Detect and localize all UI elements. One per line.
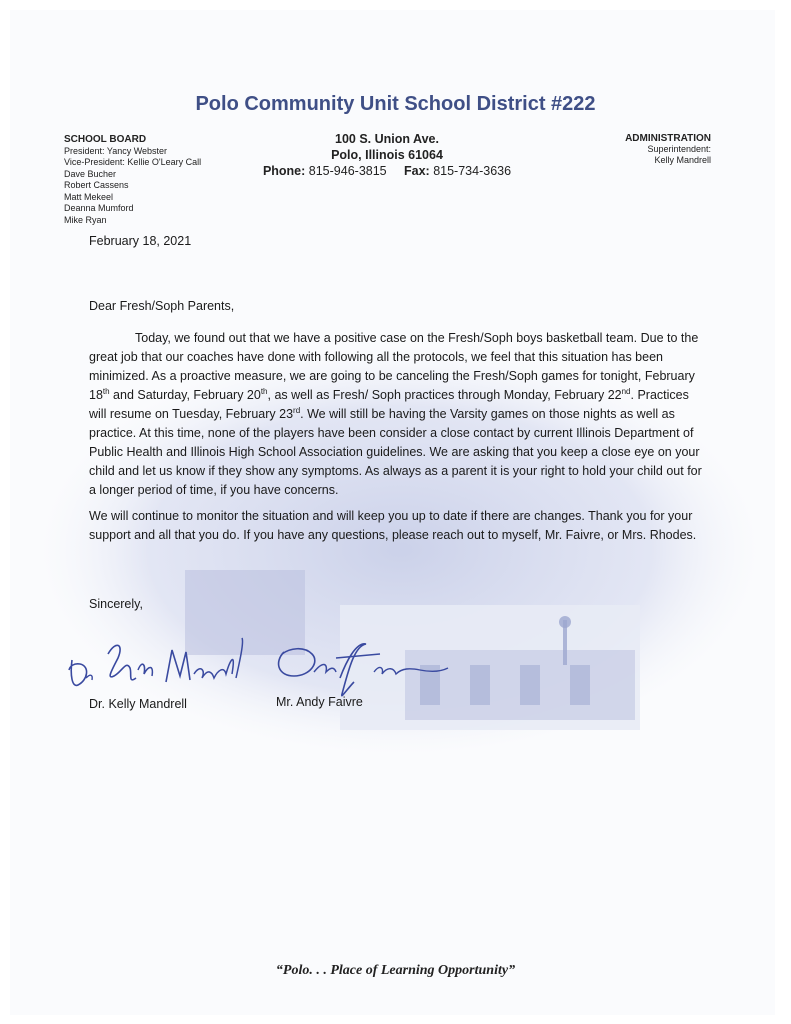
board-member: Mike Ryan bbox=[64, 214, 107, 225]
superintendent-title: Superintendent: bbox=[647, 144, 711, 154]
phone-number: 815-946-3815 bbox=[308, 164, 387, 178]
signer-name-faivre: Mr. Andy Faivre bbox=[276, 695, 363, 709]
board-member: President: Yancy Webster bbox=[64, 145, 168, 156]
street-address: 100 S. Union Ave. bbox=[335, 132, 439, 146]
administration-block bbox=[625, 133, 711, 166]
letter-body bbox=[89, 329, 709, 552]
salutation: Dear Fresh/Soph Parents, bbox=[89, 299, 235, 313]
school-board-heading: SCHOOL BOARD bbox=[64, 134, 147, 145]
fax-number: 815-734-3636 bbox=[433, 164, 512, 178]
board-member: Vice-President: Kellie O'Leary Call bbox=[64, 157, 202, 167]
signer-name-mandrell: Dr. Kelly Mandrell bbox=[89, 697, 187, 711]
paragraph-1: Today, we found out that we have a positive case on the Fresh/Soph boys basketball team. Due to the great job that our coaches have done with following all the protocols, we feel that this situation has been minimized. As a proactive measure, we are going to be canceling the Fresh/Soph games for tonight, February 18th and Saturday, February 20th, as well as Fresh/ Soph practices through Monday, February 22nd. Practices will resume on Tuesday, February 23rd. We will still be having the Varsity games on those nights as well as practice. At this time, none of the players have been consider a close contact by current Illinois Department of Public Health and Illinois High School Association guidelines. We are asking that you keep a close eye on your child and let us know if they show any symptoms. As always as a parent it is your right to hold your child out for a longer period of time, if you have concerns. bbox=[89, 331, 702, 497]
phone-label: Phone: bbox=[262, 164, 306, 178]
city-state-zip: Polo, Illinois 61064 bbox=[331, 148, 443, 162]
paragraph-2: We will continue to monitor the situation and will keep you up to date if there are changes. Thank you for your support and all that you do. If you have any questions, please reach out to myself, Mr. Faivre, or Mrs. Rhodes. bbox=[89, 509, 697, 542]
superintendent-name: Kelly Mandrell bbox=[654, 155, 711, 165]
footer-motto: “Polo. . . Place of Learning Opportunity” bbox=[275, 963, 516, 978]
administration-heading: ADMINISTRATION bbox=[625, 133, 711, 144]
letter-date: February 18, 2021 bbox=[89, 234, 192, 248]
district-address bbox=[232, 131, 542, 179]
board-member: Robert Cassens bbox=[64, 180, 129, 190]
board-member: Deanna Mumford bbox=[64, 203, 134, 213]
signature-mandrell bbox=[66, 630, 251, 696]
fax-label: Fax: bbox=[404, 164, 430, 178]
board-member: Dave Bucher bbox=[64, 168, 117, 179]
board-member: Matt Mekeel bbox=[64, 191, 114, 202]
district-name: Polo Community Unit School District #222 bbox=[195, 93, 596, 115]
signature-faivre bbox=[270, 632, 455, 702]
school-board-list bbox=[64, 134, 201, 226]
closing: Sincerely, bbox=[89, 597, 143, 611]
